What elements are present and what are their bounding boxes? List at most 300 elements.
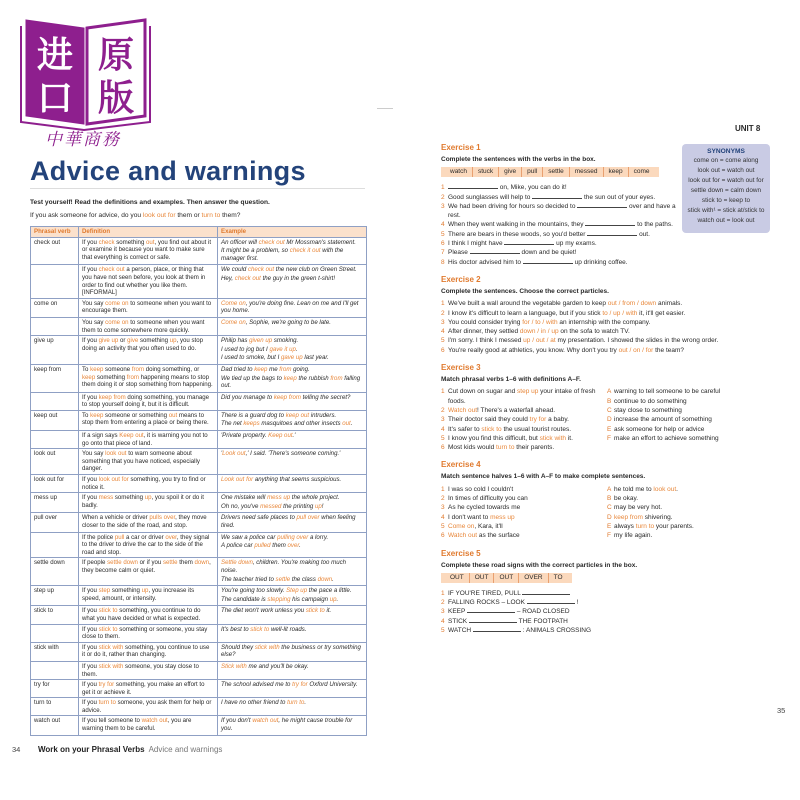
table-row <box>31 532 367 558</box>
table-row <box>31 642 367 661</box>
highlighted-phrase: up <box>329 595 337 603</box>
exercise-item <box>441 318 771 327</box>
example-cell <box>218 449 367 475</box>
header-phrasal-verb: Phrasal verb <box>31 227 79 238</box>
example-cell <box>218 716 367 735</box>
exercise-item <box>441 503 603 512</box>
exercise-item <box>607 425 771 434</box>
item-text: Come on, Kara, it'll <box>448 522 503 530</box>
item-number: 3 <box>441 318 445 326</box>
synonym-item: settle down = calm down <box>690 187 762 194</box>
item-text: my life again. <box>614 532 653 540</box>
logo-char: 口 <box>36 77 74 118</box>
definition-cell: If you stick with someone, you stay close to them. <box>79 661 218 679</box>
highlighted-phrase: over <box>287 542 300 550</box>
answer-blank[interactable] <box>577 202 627 208</box>
answer-blank[interactable] <box>522 589 570 595</box>
example-sentence: You're going too slowly. Step up the pace a little. <box>221 587 352 595</box>
highlighted-phrase: Look out for <box>221 476 254 484</box>
exercise-title: Exercise 5 <box>441 548 481 558</box>
highlighted-phrase: up <box>141 587 149 595</box>
example-cell <box>218 661 367 679</box>
item-text: Most kids would turn to their parents. <box>448 444 555 452</box>
highlighted-phrase: stick to <box>250 625 270 633</box>
item-text: Cut down on sugar and step up your intake of fresh foods. <box>448 388 596 405</box>
item-number: 5 <box>441 337 445 345</box>
highlighted-phrase: check out <box>234 274 261 282</box>
exercise-title: Exercise 2 <box>441 274 481 284</box>
example-sentence: An officer will check out Mr Mossman's statement. <box>221 238 356 246</box>
item-number: 4 <box>441 425 445 433</box>
table-row <box>31 716 367 735</box>
phrasal-verb-cell: settle down <box>31 558 79 586</box>
example-cell <box>218 237 367 265</box>
logo-char: 进 <box>36 34 74 75</box>
item-text: I know it's difficult to learn a language, but if you stick to / up / with it, it'll get easier. <box>448 309 686 317</box>
answer-blank[interactable] <box>585 220 635 226</box>
exercise-item <box>441 309 771 318</box>
table-row <box>31 475 367 493</box>
highlighted-phrase: mess up <box>267 494 291 502</box>
item-text: STICK THE FOOTPATH <box>448 617 568 625</box>
highlighted-phrase: settle <box>275 575 291 583</box>
book-logo <box>18 12 153 132</box>
item-number: 2 <box>441 599 445 607</box>
exercise-instruction: Complete the sentences with the verbs in the box. <box>441 156 596 163</box>
highlighted-phrase: out <box>168 411 178 419</box>
item-text: I'm sorry. I think I messed up / out / at my presentation. I showed the slides in the wrong order. <box>448 337 719 345</box>
item-number: E <box>607 522 612 530</box>
item-text: I think I might have up my exams. <box>448 240 597 248</box>
answer-blank[interactable] <box>527 598 575 604</box>
word-box-item: stuck <box>473 167 499 177</box>
phrasal-verb-cell: look out for <box>31 475 79 493</box>
example-sentence: If you don't watch out, he might cause trouble for you. <box>221 717 353 733</box>
highlighted-phrase: stick to <box>305 607 325 615</box>
exercise-2 <box>441 275 771 355</box>
highlighted-phrase: try for <box>292 681 308 689</box>
word-box-item: OVER <box>519 573 548 583</box>
item-text: continue to do something <box>614 397 687 405</box>
item-number: E <box>607 425 612 433</box>
highlighted-phrase: Come on <box>448 522 475 530</box>
example-sentence: The school advised me to try for Oxford University. <box>221 681 358 689</box>
exercise-item <box>441 485 603 494</box>
item-number: B <box>607 397 612 405</box>
answer-blank[interactable] <box>504 239 554 245</box>
table-row <box>31 392 367 410</box>
item-number: 3 <box>441 416 445 424</box>
definition-cell: If you turn to someone, you ask them for help or advice. <box>79 698 218 716</box>
highlighted-phrase: for / to / with <box>522 318 558 326</box>
highlighted-phrase: check out <box>247 266 275 274</box>
table-row <box>31 513 367 532</box>
exercise-4 <box>441 460 771 540</box>
item-text: I know you find this difficult, but stick with it. <box>448 434 573 442</box>
synonym-item: stick to = keep to <box>701 197 751 204</box>
highlighted-phrase: settle <box>162 559 178 567</box>
answer-blank[interactable] <box>532 193 582 199</box>
table-row <box>31 364 367 392</box>
item-number: 6 <box>441 240 445 248</box>
example-cell <box>218 606 367 624</box>
example-sentence: Dad tried to keep me from going. <box>221 365 310 373</box>
word-box-item: pull <box>522 167 543 177</box>
example-sentence: The candidate is stepping his campaign up. <box>221 595 339 603</box>
phrasal-verb-cell <box>31 661 79 679</box>
highlighted-phrase: Keep out <box>268 432 293 440</box>
highlighted-phrase: turn to <box>635 522 655 530</box>
word-box-item: OUT <box>445 573 470 583</box>
phrasal-verb-cell <box>31 317 79 335</box>
highlighted-phrase: stick to <box>481 425 502 433</box>
answer-blank[interactable] <box>473 626 521 632</box>
definition-cell: If you stick to something or someone, you stay close to them. <box>79 624 218 642</box>
highlighted-phrase: stepping <box>267 595 291 603</box>
matching-columns <box>441 387 771 452</box>
word-box-item: come <box>633 168 650 176</box>
unit-label: UNIT 8 <box>735 124 761 133</box>
highlighted-phrase: stick with <box>98 643 124 651</box>
highlighted-phrase: pull over <box>296 514 320 522</box>
item-text: Good sunglasses will help to the sun out of your eyes. <box>448 193 656 201</box>
item-number: F <box>607 532 611 540</box>
example-cell <box>218 513 367 532</box>
exercise-item <box>441 434 603 443</box>
phrasal-verb-cell: pull over <box>31 513 79 532</box>
table-row <box>31 336 367 365</box>
item-text: on, Mike, you can do it! <box>448 183 567 192</box>
example-cell <box>218 298 367 317</box>
synonym-item: come on = come along <box>693 157 759 164</box>
example-cell <box>218 493 367 513</box>
definition-cell: When a vehicle or driver pulls over, they move closer to the side of the road, and stop. <box>79 513 218 532</box>
answer-blank[interactable] <box>470 248 520 254</box>
item-number: 6 <box>441 346 445 354</box>
item-number: C <box>607 406 612 414</box>
page-number-right: 35 <box>777 706 786 715</box>
exercise-item <box>607 513 771 522</box>
item-number: 3 <box>441 202 445 210</box>
phrasal-verb-cell: try for <box>31 680 79 698</box>
page-title: Advice and warnings <box>30 156 306 186</box>
example-cell <box>218 698 367 716</box>
example-sentence: A police car pulled them over. <box>221 542 301 550</box>
item-number: 2 <box>441 406 445 414</box>
highlighted-phrase: look out for <box>98 476 129 484</box>
highlighted-phrase: settle down <box>107 559 138 567</box>
word-box-item: OUT <box>470 573 495 583</box>
item-text: We had been driving for hours so decided to over and have a rest. <box>448 202 676 220</box>
phrasal-verb-table <box>30 226 367 736</box>
exercise-item <box>607 387 771 396</box>
table-row <box>31 449 367 475</box>
item-text: Please down and be quiet! <box>448 249 577 257</box>
example-sentence: Look out for anything that seems suspicious. <box>221 476 342 484</box>
exercise-item <box>607 434 771 443</box>
example-sentence: The diet won't work unless you stick to it. <box>221 607 332 615</box>
word-box-item: OUT <box>494 573 519 583</box>
exercise-item <box>607 397 771 406</box>
example-sentence: Should they stick with the business or try something else? <box>221 643 361 659</box>
header-example: Example <box>218 227 367 238</box>
highlighted-phrase: gave up <box>280 354 303 362</box>
exercise-item <box>441 258 677 267</box>
example-sentence: The teacher tried to settle the class down. <box>221 575 334 583</box>
item-number: 2 <box>441 193 445 201</box>
highlighted-phrase: from <box>131 365 145 373</box>
exercise-item <box>607 494 771 503</box>
synonyms-title: SYNONYMS <box>707 148 745 155</box>
exercise-item <box>441 607 771 616</box>
definition-cell: If you step something up, you increase its speed, amount, or intensity. <box>79 586 218 606</box>
item-number: A <box>607 485 612 493</box>
word-box-item: messed <box>570 167 604 177</box>
highlighted-phrase: check it out <box>289 247 321 255</box>
phrasal-verb-cell: look out <box>31 449 79 475</box>
example-sentence: Come on, you're doing fine. Lean on me and I'll get you home. <box>221 299 359 315</box>
highlighted-phrase: keep <box>82 373 96 381</box>
example-cell <box>218 532 367 558</box>
example-cell <box>218 336 367 365</box>
item-text: increase the amount of something <box>614 416 712 424</box>
question-text: If you ask someone for advice, do you look out for them or turn to them? <box>30 212 241 219</box>
item-number: 1 <box>441 485 445 493</box>
example-sentence: Come on, Sophie, we're going to be late. <box>221 318 331 326</box>
highlighted-phrase: keep <box>254 365 268 373</box>
highlighted-phrase: keep <box>90 411 104 419</box>
table-row <box>31 317 367 335</box>
item-number: D <box>607 513 612 521</box>
exercise-item <box>607 406 771 415</box>
exercise-instruction: Match sentence halves 1–6 with A–F to make complete sentences. <box>441 473 646 481</box>
definition-cell: If you look out for something, you try to find or notice it. <box>79 475 218 493</box>
example-cell <box>218 558 367 586</box>
example-sentence: I used to smoke, but I gave up last year. <box>221 354 329 362</box>
item-number: 1 <box>441 589 445 597</box>
definition-cell: You say come on to someone when you want to encourage them. <box>79 298 218 317</box>
highlighted-phrase: out <box>342 420 351 428</box>
highlighted-phrase: up <box>169 337 177 345</box>
exercise-item <box>441 531 603 540</box>
exercise-item <box>441 522 603 531</box>
definition-cell: You say come on to someone when you want them to come somewhere more quickly. <box>79 317 218 335</box>
left-page-body <box>12 226 367 756</box>
example-sentence: 'Private property. Keep out.' <box>221 432 296 440</box>
highlighted-phrase: try for <box>529 416 547 424</box>
example-cell <box>218 431 367 449</box>
table-row <box>31 493 367 513</box>
highlighted-phrase: gave it up <box>269 345 296 353</box>
example-cell <box>218 624 367 642</box>
item-number: 3 <box>441 608 445 616</box>
exercise-item <box>441 202 677 221</box>
highlighted-phrase: over <box>165 533 177 541</box>
highlighted-phrase: Look out <box>222 450 246 458</box>
phrasal-verb-cell <box>31 624 79 642</box>
phrasal-verb-cell: keep out <box>31 410 79 430</box>
exercise-item <box>441 183 677 192</box>
highlighted-phrase: out / from / down <box>607 300 657 308</box>
exercise-item <box>441 248 677 257</box>
highlighted-phrase: messed <box>260 502 282 510</box>
phrasal-verb-cell: stick with <box>31 642 79 661</box>
example-cell <box>218 680 367 698</box>
example-sentence: We could check out the new club on Green Street. <box>221 266 357 274</box>
phrasal-verb-cell: mess up <box>31 493 79 513</box>
answer-blank[interactable] <box>448 183 498 189</box>
item-text: Watch out as the surface <box>448 532 520 540</box>
highlighted-phrase: up / out / at <box>523 337 556 345</box>
exercise-3 <box>441 363 771 452</box>
highlighted-phrase: up <box>144 494 152 502</box>
exercise-title: Exercise 1 <box>441 143 481 152</box>
right-column <box>607 387 771 452</box>
exercise-1 <box>441 143 677 267</box>
highlighted-phrase: check out <box>98 266 125 274</box>
table-row <box>31 298 367 317</box>
table-row <box>31 265 367 298</box>
item-number: B <box>607 495 612 503</box>
highlighted-phrase: stick to <box>98 625 118 633</box>
highlighted-phrase: Watch out <box>448 532 478 540</box>
highlighted-phrase: from <box>330 374 343 382</box>
phrasal-verb-cell <box>31 265 79 298</box>
logo-char: 版 <box>97 77 135 118</box>
table-row <box>31 661 367 679</box>
item-number: 3 <box>441 504 445 512</box>
item-text: After dinner, they settled down / in / up on the sofa to watch TV. <box>448 328 630 336</box>
highlighted-phrase: to / up / with <box>602 309 638 317</box>
item-number: A <box>607 388 612 396</box>
intro-text: Test yourself! Read the definitions and examples. Then answer the question. <box>30 199 270 206</box>
definition-cell: If a sign says Keep out, it is warning you not to go onto that piece of land. <box>79 431 218 449</box>
word-box <box>441 167 659 177</box>
highlighted-phrase: pulls over <box>149 514 176 522</box>
item-text: When they went walking in the mountains, they to the paths. <box>448 221 673 229</box>
footer-unit-title: Advice and warnings <box>148 744 223 754</box>
highlighted-phrase: up <box>315 502 322 510</box>
phrasal-verb-cell: keep from <box>31 364 79 392</box>
synonym-item: look out = watch out <box>697 167 755 174</box>
item-text: There are bears in these woods, so you'd better out. <box>448 230 650 238</box>
table-row <box>31 698 367 716</box>
logo-char: 原 <box>97 34 135 75</box>
item-number: C <box>607 504 612 512</box>
highlighted-phrase: Come on <box>221 318 246 326</box>
highlighted-phrase: from <box>126 373 139 381</box>
word-box-item: settle <box>543 167 570 177</box>
exercise-item <box>441 406 603 415</box>
highlighted-phrase: given up <box>249 337 273 345</box>
item-text: always turn to your parents. <box>614 522 694 530</box>
phrasal-verb-cell <box>31 431 79 449</box>
phrasal-verb-cell: stick to <box>31 606 79 624</box>
example-sentence: The net keeps masquitoes and other insects out. <box>221 420 353 428</box>
phrasal-verb-cell: give up <box>31 336 79 365</box>
highlighted-phrase: check out <box>258 238 285 246</box>
definition-cell: If you tell someone to watch out, you are warning them to be careful. <box>79 716 218 735</box>
example-sentence: Settle down, children. You're making too much noise. <box>221 559 347 574</box>
example-sentence: There is a guard dog to keep out intruders. <box>221 411 337 419</box>
exercise-instruction: Match phrasal verbs 1–6 with definitions A–F. <box>441 376 581 384</box>
exercise-item <box>441 513 603 522</box>
exercise-item <box>441 336 771 345</box>
answer-blank[interactable] <box>523 258 573 264</box>
item-number: 5 <box>441 434 445 442</box>
item-text: FALLING ROCKS – LOOK ! <box>448 599 579 607</box>
item-text: ask someone for help or advice <box>614 425 705 433</box>
answer-blank[interactable] <box>587 230 637 236</box>
exercise-item <box>441 220 677 229</box>
example-sentence: Did you manage to keep from telling the secret? <box>221 393 351 401</box>
footer-book-title: Work on your Phrasal Verbs <box>38 744 145 754</box>
table-row <box>31 586 367 606</box>
highlighted-phrase: look out for <box>142 212 176 219</box>
phrasal-verb-cell: turn to <box>31 698 79 716</box>
example-sentence: We saw a police car pulling over a lorry. <box>221 533 329 541</box>
highlighted-phrase: keep from <box>273 393 301 401</box>
exercise-item <box>441 346 771 355</box>
example-cell <box>218 410 367 430</box>
item-text: warning to tell someone to be careful <box>614 388 721 396</box>
highlighted-phrase: Settle down <box>221 559 253 567</box>
item-number: 6 <box>441 532 445 540</box>
phrasal-verb-cell: step up <box>31 586 79 606</box>
example-cell <box>218 317 367 335</box>
highlighted-phrase: step <box>98 587 111 595</box>
exercise-item <box>441 626 771 635</box>
exercise-item <box>441 415 603 424</box>
item-text: make an effort to achieve something <box>614 434 719 442</box>
example-sentence: 'Look out,' I said. 'There's someone coming.' <box>221 450 341 458</box>
table-row <box>31 237 367 265</box>
synonym-item: stick with¹ = stick at/stick to <box>687 207 765 214</box>
highlighted-phrase: keep <box>90 365 104 373</box>
item-number: 5 <box>441 522 445 530</box>
highlighted-phrase: keep <box>283 374 297 382</box>
highlighted-phrase: pulling over <box>277 533 309 541</box>
example-sentence: Hey, check out the guy in the green t-shirt! <box>221 274 336 282</box>
highlighted-phrase: turn to <box>98 699 116 707</box>
header-definition: Definition <box>79 227 218 238</box>
item-text: keep from shivering. <box>614 513 673 521</box>
answer-blank[interactable] <box>469 617 517 623</box>
item-text: may be very hot. <box>614 504 663 512</box>
item-number: 2 <box>441 495 445 503</box>
highlighted-phrase: out / on / for <box>618 346 654 354</box>
exercise-instruction: Complete the sentences. Choose the correct particles. <box>441 287 609 295</box>
highlighted-phrase: step up <box>517 388 539 396</box>
item-number: 4 <box>441 221 445 229</box>
synonym-item: watch out = look out <box>697 217 755 224</box>
highlighted-phrase: Step up <box>286 587 308 595</box>
highlighted-phrase: Stick with <box>221 662 247 670</box>
highlighted-phrase: give <box>127 337 139 345</box>
highlighted-phrase: out <box>146 238 155 246</box>
definition-cell: If you try for something, you make an effort to get it or achieve it. <box>79 680 218 698</box>
answer-blank[interactable] <box>467 607 515 613</box>
item-text: His doctor advised him to up drinking coffee. <box>448 258 628 266</box>
left-column <box>441 387 607 452</box>
item-text: IF YOU'RE TIRED, PULL <box>448 589 570 598</box>
highlighted-phrase: stick with <box>539 434 567 442</box>
exercise-item <box>607 531 771 540</box>
definition-cell: If you give up or give something up, you stop doing an activity that you often used to do. <box>79 336 218 365</box>
exercise-5 <box>441 549 771 636</box>
item-text: We've built a wall around the vegetable garden to keep out / from / down animals. <box>448 300 683 308</box>
example-cell <box>218 265 367 298</box>
